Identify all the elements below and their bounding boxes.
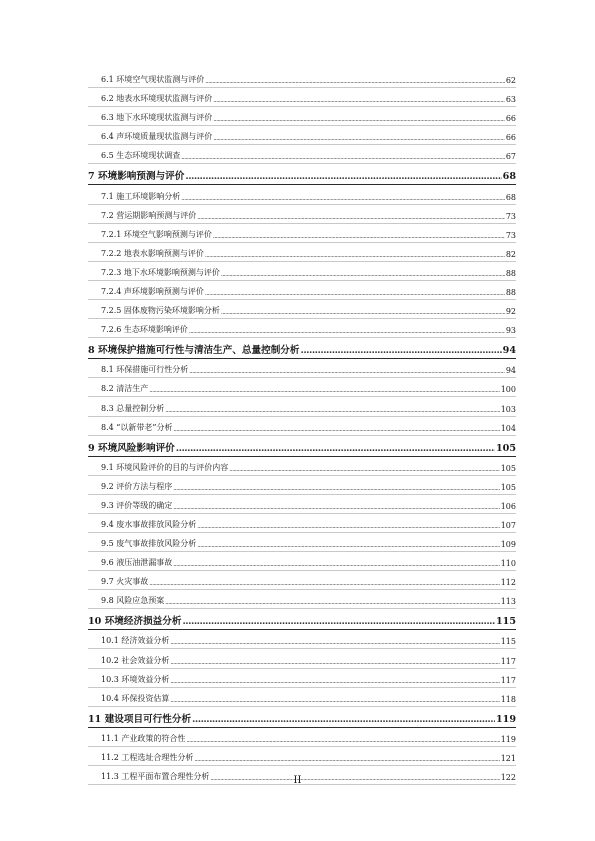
toc-entry-page: 106 — [500, 501, 516, 511]
toc-entry-page: 103 — [500, 404, 516, 414]
toc-section-entry[interactable] — [88, 107, 516, 126]
toc-dot-leader — [197, 521, 499, 532]
toc-section-entry[interactable] — [88, 205, 516, 224]
toc-entry-page: 109 — [500, 540, 516, 550]
toc-entry-title: 7.2.5 固体废物污染环境影响分析 — [101, 306, 220, 316]
toc-entry-title: 8.1 环保措施可行性分析 — [101, 365, 189, 375]
toc-dot-leader — [221, 307, 505, 318]
toc-entry-title: 8.2 清洁生产 — [101, 384, 149, 394]
toc-entry-title: 8.4 “以新带老”分析 — [101, 422, 173, 432]
toc-entry-title: 10 环境经济损益分析 — [88, 616, 182, 628]
toc-entry-page: 68 — [505, 192, 516, 202]
toc-entry-page: 107 — [500, 520, 516, 530]
toc-entry-title: 7.2.1 环境空气影响预测与评价 — [101, 229, 212, 239]
toc-section-entry[interactable] — [88, 185, 516, 204]
toc-dot-leader — [205, 250, 505, 261]
toc-dot-leader — [181, 193, 505, 204]
toc-entry-page: 62 — [505, 76, 516, 86]
toc-entry-title: 6.3 地下水环境现状监测与评价 — [101, 113, 213, 123]
toc-section-entry[interactable] — [88, 495, 516, 514]
toc-dot-leader — [205, 76, 505, 87]
toc-dot-leader — [194, 754, 499, 765]
toc-dot-leader — [192, 714, 495, 727]
toc-dot-leader — [173, 559, 499, 570]
toc-entry-title: 7.2.4 声环境影响预测与评价 — [101, 287, 204, 297]
toc-dot-leader — [165, 597, 499, 608]
toc-dot-leader — [186, 735, 499, 746]
toc-entry-title: 6.2 地表水环境现状监测与评价 — [101, 94, 213, 104]
toc-section-entry[interactable] — [88, 552, 516, 571]
toc-entry-page: 94 — [505, 366, 516, 376]
toc-entry-title: 6.4 声环境质量现状监测与评价 — [101, 132, 213, 142]
toc-entry-page: 66 — [505, 114, 516, 124]
toc-entry-title: 11.2 工程选址合理性分析 — [101, 752, 194, 762]
toc-entry-title: 6.1 环境空气现状监测与评价 — [101, 75, 205, 85]
toc-entry-page: 105 — [500, 482, 516, 492]
toc-section-entry[interactable] — [88, 514, 516, 533]
toc-entry-title: 9.6 液压油泄漏事故 — [101, 558, 173, 568]
toc-section-entry[interactable] — [88, 319, 516, 338]
toc-entry-title: 10.2 社会效益分析 — [101, 655, 170, 665]
toc-chapter-entry[interactable] — [88, 436, 516, 457]
toc-section-entry[interactable] — [88, 397, 516, 416]
toc-dot-leader — [173, 483, 499, 494]
toc-section-entry[interactable] — [88, 747, 516, 766]
toc-entry-title: 9.4 废水事故排放风险分析 — [101, 519, 197, 529]
toc-dot-leader — [213, 114, 505, 125]
toc-entry-title: 7.2.3 地下水环境影响预测与评价 — [101, 267, 220, 277]
toc-dot-leader — [170, 637, 499, 648]
toc-entry-page: 93 — [505, 326, 516, 336]
toc-section-entry[interactable] — [88, 281, 516, 300]
toc-entry-page: 119 — [495, 713, 516, 725]
toc-entry-page: 112 — [500, 578, 516, 588]
toc-entry-title: 7 环境影响预测与评价 — [88, 171, 185, 183]
toc-section-entry[interactable] — [88, 378, 516, 397]
toc-chapter-entry[interactable] — [88, 609, 516, 630]
toc-entry-title: 7.1 施工环境影响分析 — [101, 191, 181, 201]
toc-entry-title: 9 环境风险影响评价 — [88, 442, 175, 454]
toc-entry-page: 117 — [500, 656, 516, 666]
toc-entry-title: 7.2.6 生态环境影响评价 — [101, 325, 188, 335]
table-of-contents — [88, 69, 516, 785]
toc-dot-leader — [149, 385, 499, 396]
toc-entry-page: 105 — [500, 463, 516, 473]
toc-dot-leader — [185, 171, 501, 184]
toc-entry-title: 9.2 评价方法与程序 — [101, 481, 173, 491]
toc-entry-title: 10.3 环境效益分析 — [101, 674, 170, 684]
toc-entry-page: 105 — [495, 442, 516, 454]
toc-dot-leader — [213, 231, 505, 242]
toc-entry-page: 63 — [505, 95, 516, 105]
toc-dot-leader — [181, 152, 505, 163]
toc-entry-page: 121 — [500, 753, 516, 763]
toc-section-entry[interactable] — [88, 649, 516, 668]
toc-section-entry[interactable] — [88, 571, 516, 590]
toc-entry-page: 94 — [502, 345, 516, 357]
toc-dot-leader — [229, 464, 499, 475]
toc-section-entry[interactable] — [88, 728, 516, 747]
toc-entry-page: 110 — [500, 559, 516, 569]
toc-section-entry[interactable] — [88, 688, 516, 707]
toc-entry-page: 113 — [500, 597, 516, 607]
toc-dot-leader — [170, 657, 499, 668]
toc-entry-title: 9.8 风险应急预案 — [101, 596, 165, 606]
toc-dot-leader — [165, 405, 499, 416]
toc-entry-title: 11.3 工程平面布置合理性分析 — [101, 772, 210, 781]
toc-dot-leader — [170, 695, 499, 706]
toc-dot-leader — [182, 616, 495, 629]
toc-dot-leader — [213, 95, 505, 106]
toc-dot-leader — [197, 212, 505, 223]
toc-chapter-entry[interactable] — [88, 707, 516, 728]
toc-dot-leader — [149, 578, 499, 589]
toc-dot-leader — [170, 676, 499, 687]
toc-section-entry[interactable] — [88, 243, 516, 262]
toc-entry-title: 9.3 评价等级的确定 — [101, 500, 173, 510]
page-number: II — [293, 775, 302, 786]
toc-section-entry[interactable] — [88, 359, 516, 378]
toc-entry-page: 68 — [502, 171, 516, 183]
toc-entry-page: 122 — [500, 773, 516, 782]
toc-dot-leader — [205, 288, 505, 299]
toc-entry-page: 67 — [505, 152, 516, 162]
toc-entry-page: 88 — [505, 288, 516, 298]
toc-dot-leader — [189, 366, 505, 377]
toc-dot-leader — [213, 133, 505, 144]
toc-entry-page: 88 — [505, 268, 516, 278]
toc-section-entry[interactable] — [88, 300, 516, 319]
toc-entry-title: 10.1 经济效益分析 — [101, 636, 170, 646]
toc-entry-title: 9.5 废气事故排放风险分析 — [101, 539, 197, 549]
toc-dot-leader — [189, 326, 505, 337]
toc-entry-title: 10.4 环保投资估算 — [101, 693, 170, 703]
toc-dot-leader — [173, 502, 499, 513]
toc-entry-page: 118 — [500, 694, 516, 704]
toc-entry-page: 117 — [500, 675, 516, 685]
toc-entry-title: 11.1 产业政策的符合性 — [101, 733, 186, 743]
toc-entry-title: 9.7 火灾事故 — [101, 577, 149, 587]
toc-section-entry[interactable] — [88, 476, 516, 495]
toc-dot-leader — [221, 269, 505, 280]
toc-section-entry[interactable] — [88, 126, 516, 145]
toc-chapter-entry[interactable] — [88, 164, 516, 185]
toc-entry-page: 73 — [505, 230, 516, 240]
toc-section-entry[interactable] — [88, 533, 516, 552]
toc-entry-page: 92 — [505, 307, 516, 317]
toc-entry-title: 7.2.2 地表水影响预测与评价 — [101, 248, 204, 258]
toc-entry-page: 66 — [505, 133, 516, 143]
toc-section-entry[interactable] — [88, 669, 516, 688]
toc-dot-leader — [300, 345, 501, 358]
toc-section-entry[interactable] — [88, 224, 516, 243]
toc-section-entry[interactable] — [88, 88, 516, 107]
toc-entry-page: 115 — [500, 637, 516, 647]
toc-entry-page: 115 — [495, 616, 516, 628]
toc-dot-leader — [176, 443, 495, 456]
toc-entry-title: 6.5 生态环境现状调查 — [101, 151, 181, 161]
toc-entry-title: 11 建设项目可行性分析 — [88, 713, 192, 725]
toc-entry-page: 82 — [505, 249, 516, 259]
toc-entry-title: 8.3 总量控制分析 — [101, 403, 165, 413]
toc-section-entry[interactable] — [88, 457, 516, 476]
toc-entry-page: 104 — [500, 423, 516, 433]
toc-chapter-entry[interactable] — [88, 338, 516, 359]
toc-entry-title: 7.2 营运期影响预测与评价 — [101, 210, 197, 220]
toc-entry-page: 73 — [505, 211, 516, 221]
toc-entry-title: 8 环境保护措施可行性与清洁生产、总量控制分析 — [88, 345, 300, 357]
toc-dot-leader — [173, 424, 499, 435]
toc-section-entry[interactable] — [88, 69, 516, 88]
toc-section-entry[interactable] — [88, 630, 516, 649]
toc-section-entry[interactable] — [88, 590, 516, 609]
toc-entry-title: 9.1 环境风险评价的目的与评价内容 — [101, 462, 229, 472]
toc-section-entry[interactable] — [88, 262, 516, 281]
toc-section-entry[interactable] — [88, 417, 516, 436]
toc-entry-page: 100 — [500, 385, 516, 395]
toc-entry-page: 119 — [500, 734, 516, 744]
toc-dot-leader — [197, 540, 499, 551]
toc-section-entry[interactable] — [88, 145, 516, 164]
